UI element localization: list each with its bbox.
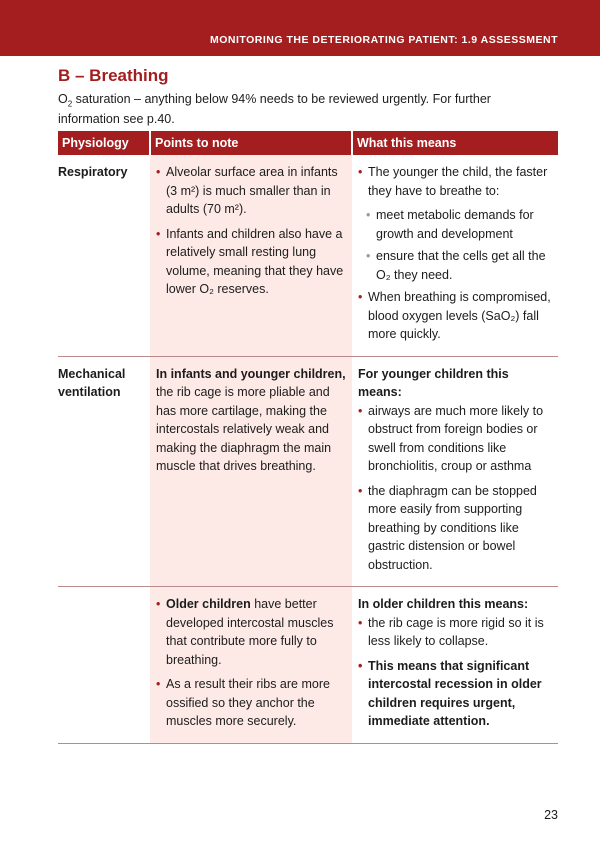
row-meaning bbox=[352, 356, 558, 587]
list-item: • The younger the child, the faster they have to breathe to: bbox=[358, 163, 552, 200]
section-title: B – Breathing bbox=[58, 66, 169, 85]
points-bold: In infants and younger children, bbox=[156, 366, 346, 381]
header-title: MONITORING THE DETERIORATING PATIENT: 1.9 ASSESSMENT bbox=[209, 34, 558, 46]
intro-o: O bbox=[58, 92, 68, 106]
physiology-table bbox=[58, 131, 558, 744]
list-item: • When breathing is compromised, blood oxygen levels (SaO₂) fall more quickly. bbox=[358, 288, 552, 344]
points-text: the rib cage is more pliable and has more cartilage, making the intercostals relatively weak and making the diaphragm the main muscle that drives breathing. bbox=[156, 385, 332, 473]
intro-sub: 2 bbox=[67, 99, 73, 109]
row-physiology bbox=[58, 587, 150, 744]
table-row bbox=[58, 356, 558, 587]
list-item: • meet metabolic demands for growth and development bbox=[358, 206, 552, 243]
points-bold: Older children bbox=[166, 597, 251, 611]
meaning-intro: In older children this means: bbox=[358, 597, 529, 611]
list-item: • Alveolar surface area in infants (3 m²) is much smaller than in adults (70 m²). bbox=[156, 163, 346, 219]
points-text: have better developed intercostal muscles that contribute more fully to breathing. bbox=[166, 597, 334, 667]
list-item: • the rib cage is more rigid so it is less likely to collapse. bbox=[358, 614, 552, 651]
row-meaning bbox=[352, 587, 558, 744]
table-row bbox=[58, 155, 558, 356]
row-physiology: Mechanical ventilation bbox=[58, 356, 150, 587]
intro-paragraph bbox=[58, 92, 548, 127]
row-points bbox=[150, 356, 352, 587]
list-item: • airways are much more likely to obstruct from foreign bodies or swell from conditions like bronchiolitis, croup or asthma bbox=[358, 402, 552, 476]
row-points bbox=[150, 155, 352, 356]
list-item: • Infants and children also have a relatively small resting lung volume, meaning that they have lower O₂ reserves. bbox=[156, 225, 346, 299]
header-meaning: What this means bbox=[352, 131, 558, 155]
list-item: • As a result their ribs are more ossified so they anchor the muscles more securely. bbox=[156, 675, 346, 731]
row-physiology: Respiratory bbox=[58, 155, 150, 356]
header-physiology: Physiology bbox=[58, 131, 150, 155]
row-points bbox=[150, 587, 352, 744]
row-meaning bbox=[352, 155, 558, 356]
list-item bbox=[156, 595, 346, 669]
list-item: • the diaphragm can be stopped more easily from supporting breathing by conditions like gastric distension or bowel obstruction. bbox=[358, 482, 552, 575]
list-item: • ensure that the cells get all the O₂ they need. bbox=[358, 247, 552, 284]
header-band bbox=[0, 0, 600, 56]
intro-text: saturation – anything below 94% needs to be reviewed urgently. For further information see p.40. bbox=[58, 92, 491, 126]
list-item: • This means that significant intercostal recession in older children requires urgent, immediate attention. bbox=[358, 657, 552, 731]
table-header-row bbox=[58, 131, 558, 155]
page-number: 23 bbox=[544, 808, 558, 822]
table-row bbox=[58, 587, 558, 744]
meaning-intro: For younger children this means: bbox=[358, 366, 509, 399]
header-points: Points to note bbox=[150, 131, 352, 155]
